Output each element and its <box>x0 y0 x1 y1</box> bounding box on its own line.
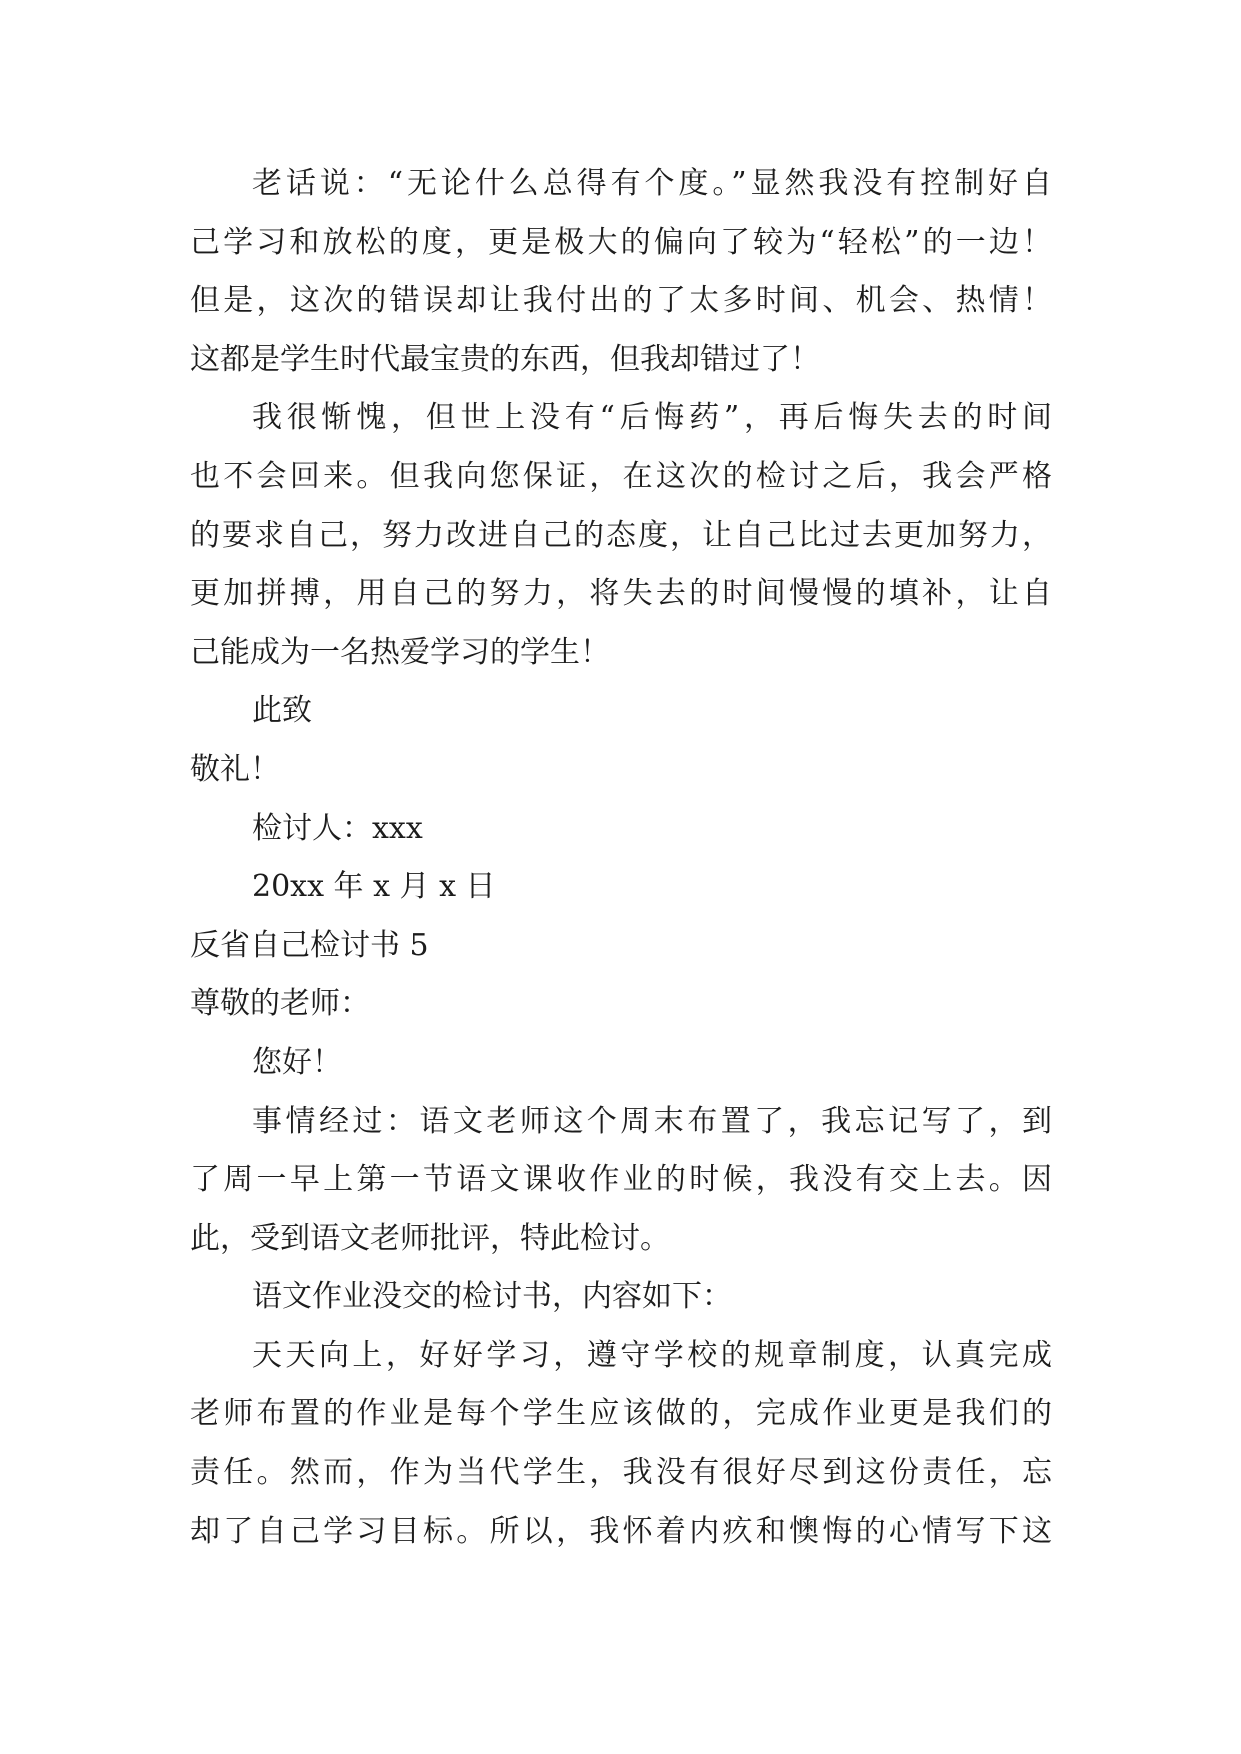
signer-line: 检讨人：xxx <box>252 810 423 846</box>
text-line: 责任。然而，作为当代学生，我没有很好尽到这份责任，忘 <box>190 1455 1052 1491</box>
text-line: 己能成为一名热爱学习的学生！ <box>190 634 610 670</box>
text-line: 事情经过：语文老师这个周末布置了，我忘记写了，到 <box>252 1103 1052 1139</box>
document-body <box>190 155 1052 1561</box>
paragraph <box>190 155 1052 389</box>
text-line: 己学习和放松的度，更是极大的偏向了较为“轻松”的一边！ <box>190 224 1052 260</box>
text-line: 语文作业没交的检讨书，内容如下： <box>252 1279 732 1315</box>
text-line: 我很惭愧，但世上没有“后悔药”，再后悔失去的时间 <box>252 400 1052 436</box>
text-line: 但是，这次的错误却让我付出的了太多时间、机会、热情！ <box>190 283 1052 319</box>
addressee-line: 尊敬的老师： <box>190 986 370 1022</box>
section-title: 反省自己检讨书 5 <box>190 927 429 963</box>
paragraph <box>190 1327 1052 1561</box>
closing-line: 此致 <box>252 693 312 729</box>
text-line: 了周一早上第一节语文课收作业的时候，我没有交上去。因 <box>190 1162 1052 1198</box>
paragraph <box>190 1093 1052 1269</box>
date-line: 20xx 年 x 月 x 日 <box>252 869 496 905</box>
text-line: 的要求自己，努力改进自己的态度，让自己比过去更加努力， <box>190 517 1052 553</box>
paragraph <box>190 389 1052 682</box>
text-line: 也不会回来。但我向您保证，在这次的检讨之后，我会严格 <box>190 458 1052 494</box>
text-line: 更加拼搏，用自己的努力，将失去的时间慢慢的填补，让自 <box>190 576 1052 612</box>
paragraph <box>190 1268 1052 1327</box>
greeting-line: 您好！ <box>252 1044 342 1080</box>
text-line: 天天向上，好好学习，遵守学校的规章制度，认真完成 <box>252 1337 1052 1373</box>
text-line: 这都是学生时代最宝贵的东西，但我却错过了！ <box>190 341 820 377</box>
text-line: 却了自己学习目标。所以，我怀着内疚和懊悔的心情写下这 <box>190 1513 1052 1549</box>
text-line: 老话说：“无论什么总得有个度。”显然我没有控制好自 <box>252 166 1052 201</box>
text-line: 老师布置的作业是每个学生应该做的，完成作业更是我们的 <box>190 1396 1052 1432</box>
salute-line: 敬礼！ <box>190 751 280 787</box>
text-line: 此，受到语文老师批评，特此检讨。 <box>190 1220 670 1256</box>
